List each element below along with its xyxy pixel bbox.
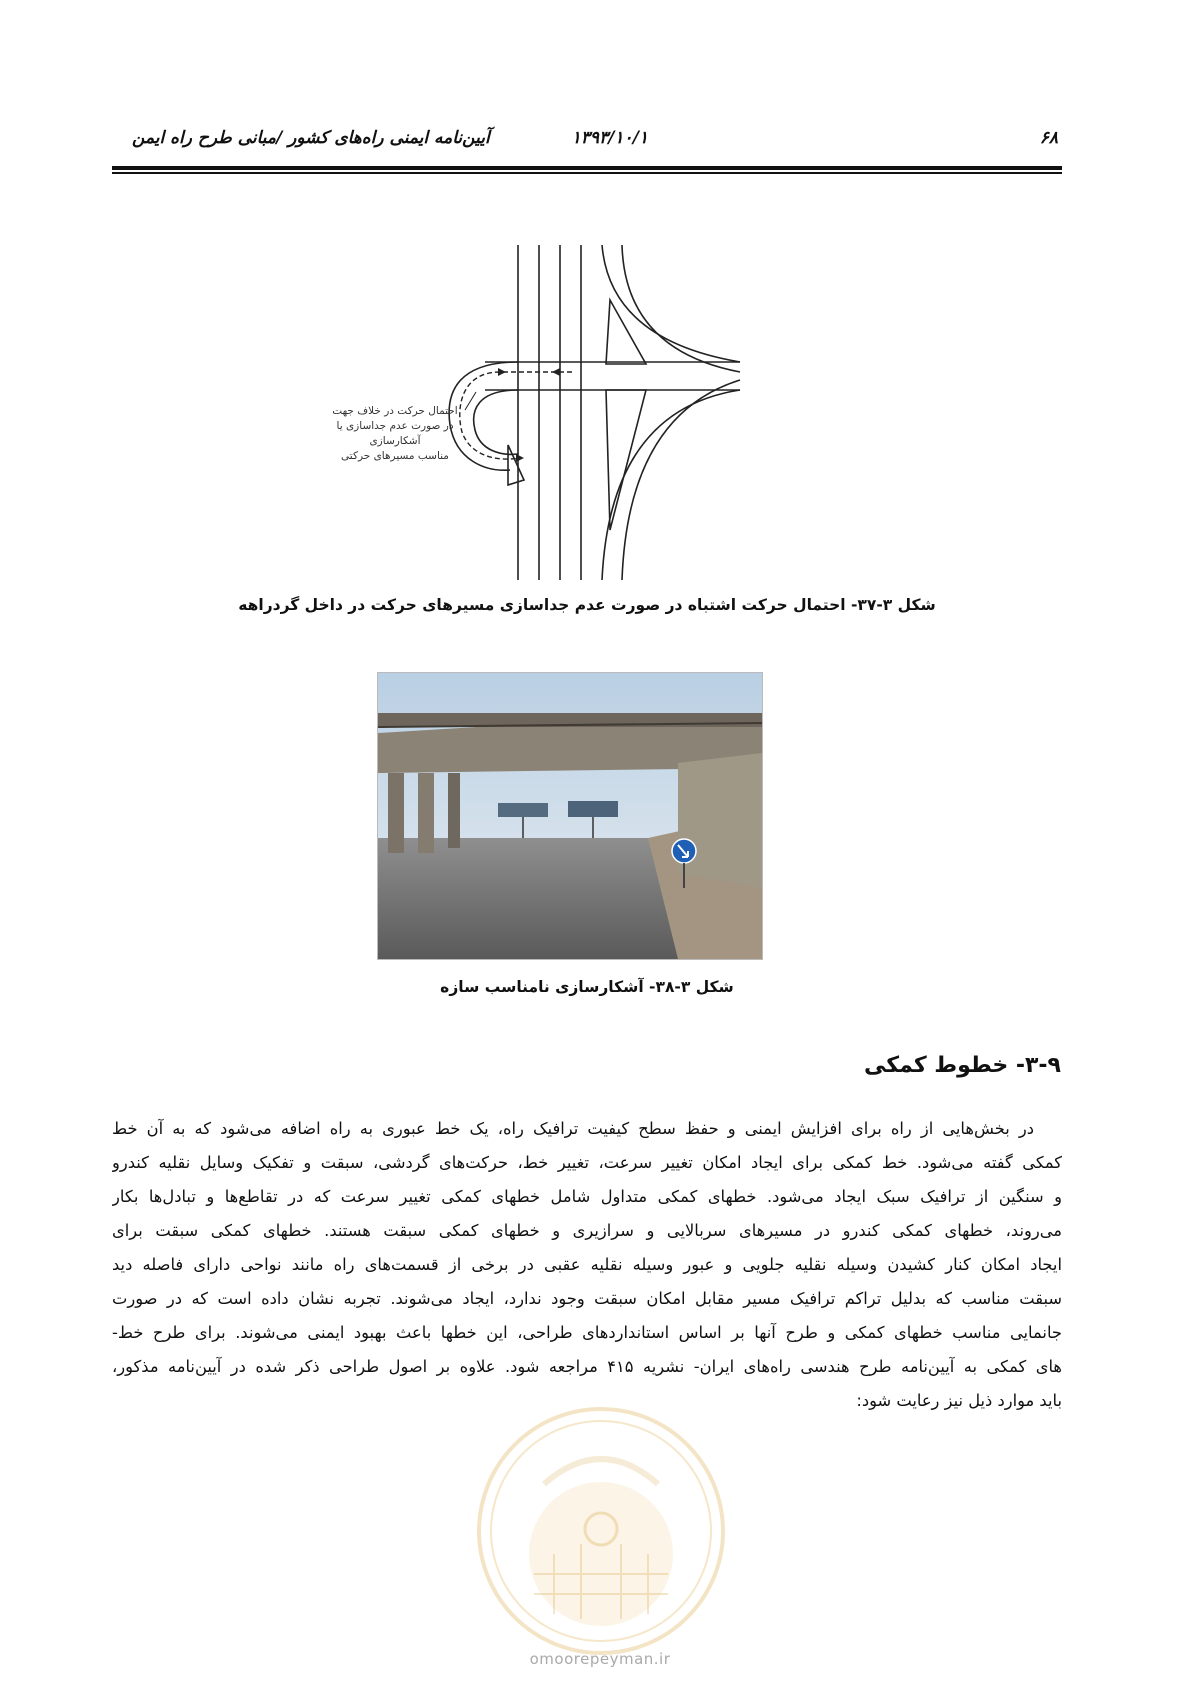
page-number: ۶۸ [1039, 128, 1058, 148]
callout-line: در صورت عدم جداسازی یا آشکارسازی [336, 420, 454, 447]
callout-line: مناسب مسیرهای حرکتی [341, 450, 449, 462]
figure1-callout [315, 404, 475, 464]
paragraph-line: جانمایی مناسب خطهای کمکی و طرح آنها بر اساس استانداردهای طراحی، این خطها باعث بهبود ایمنی می‌شوند. برای طرح خط- [112, 1323, 1062, 1342]
callout-line: احتمال حرکت در خلاف جهت [332, 405, 458, 417]
paragraph-line: باید موارد ذیل نیز رعایت شود: [856, 1391, 1062, 1410]
paragraph-line: کمکی گفته می‌شود. خط کمکی برای ایجاد امکان تغییر سرعت، تغییر خط، حرکت‌های گردشی، سبقت و تفکیک وسایل نقلیه کندرو [112, 1153, 1062, 1172]
figure2-caption: شکل ۳-۳۸- آشکارسازی نامناسب سازه [440, 978, 734, 996]
paragraph-line: و سنگین از ترافیک سبک ایجاد می‌شود. خطهای کمکی متداول شامل خطهای کمکی تغییر سرعت که در تقاطع‌ها و تبادل‌ها بکار [112, 1187, 1062, 1206]
paragraph-line: در بخش‌هایی از راه برای افزایش ایمنی و حفظ سطح کیفیت ترافیک راه، یک خط عبوری به راه اضافه می‌شود که به آن خط [112, 1119, 1034, 1138]
watermark-url: omoorepeyman.ir [529, 1650, 671, 1668]
overpass-photo [377, 672, 763, 960]
paragraph-line: های کمکی به آیین‌نامه طرح هندسی راه‌های ایران- نشریه ۴۱۵ مراجعه شود. علاوه بر اصول طراحی ذکر شده در آیین‌نامه مذکور، [112, 1357, 1062, 1376]
paragraph-line: می‌روند، خطهای کمکی کندرو در مسیرهای سربالایی و سرازیری و خطهای کمکی سبقت هستند. خطهای کمکی سبقت برای [112, 1221, 1062, 1240]
document-title: آیین‌نامه ایمنی راه‌های کشور /مبانی طرح راه ایمن [132, 128, 490, 148]
section-heading: ۳-۹- خطوط کمکی [864, 1053, 1061, 1078]
paragraph-line: ایجاد امکان کنار کشیدن وسیله نقلیه جلویی و عبور وسیله نقلیه عقبی در برخی از قسمت‌های راه مانند نواحی دارای فاصله دید [112, 1255, 1062, 1274]
header-rule-thick [112, 166, 1062, 170]
paragraph-line: سبقت مناسب که بدلیل تراکم ترافیک مسیر مقابل امکان سبقت وجود ندارد، ایجاد می‌شوند. تجربه نشان داده است که در صورت [112, 1289, 1062, 1308]
header-rule-thin [112, 172, 1062, 174]
watermark-seal-icon [474, 1404, 728, 1658]
header-date: ۱۳۹۳/۱۰/۱ [571, 128, 648, 148]
figure1-caption: شکل ۳-۳۷- احتمال حرکت اشتباه در صورت عدم جداسازی مسیرهای حرکت در داخل گردراهه [238, 596, 936, 614]
page-header [112, 128, 1062, 154]
